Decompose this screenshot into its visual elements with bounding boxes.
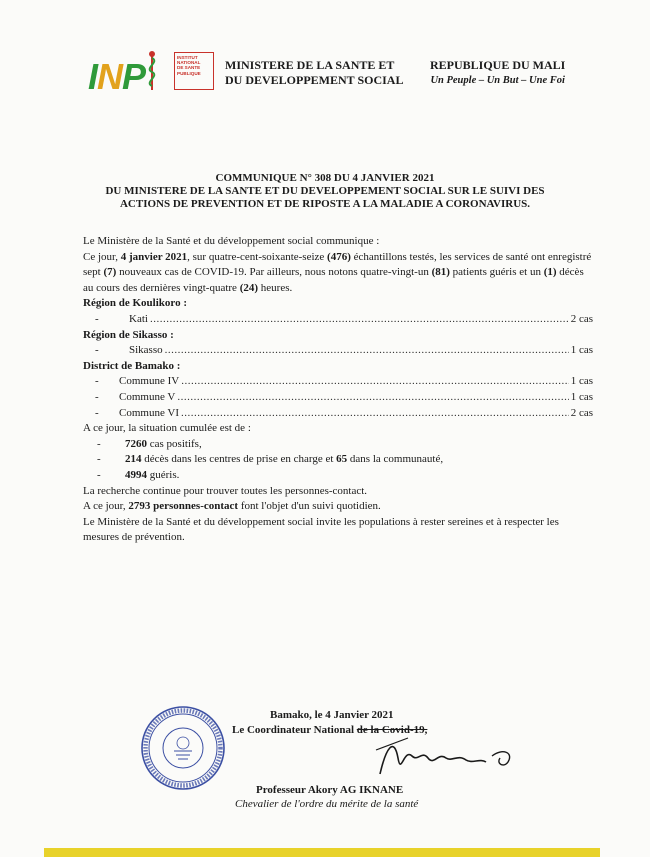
place-and-date: Bamako, le 4 Janvier 2021: [270, 709, 394, 721]
contact-paragraph: La recherche continue pour trouver toutes les personnes-contact.: [83, 484, 368, 497]
ministry-heading: [225, 58, 403, 88]
logo-institute-text: INSTITUT NATIONAL DE SANTE PUBLIQUE: [174, 52, 214, 90]
communique-title: [60, 172, 590, 211]
region-title: Région de Sikasso :: [83, 328, 174, 341]
contact-followup-paragraph: A ce jour, 2793 personnes-contact font l'objet d'un suivi quotidien.: [83, 500, 381, 513]
communique-body: [83, 234, 593, 546]
ministry-line-2: DU DEVELOPPEMENT SOCIAL: [225, 73, 404, 87]
caduceus-icon: [138, 50, 166, 92]
title-line-1: COMMUNIQUE N° 308 DU 4 JANVIER 2021: [215, 172, 435, 184]
signatory-name: Professeur Akory AG IKNANE: [256, 784, 404, 796]
cumulative-item: - 4994 guéris.: [97, 468, 180, 481]
logo-wordmark: INP: [88, 56, 146, 97]
case-row: - Sikasso ..... 1 cas: [83, 343, 593, 359]
title-line-2: DU MINISTERE DE LA SANTE ET DU DEVELOPPEMENT SOCIAL SUR LE SUIVI DES: [105, 185, 545, 197]
region-title: District de Bamako :: [83, 359, 181, 372]
case-row: - Commune V ..... 1 cas: [83, 390, 593, 406]
case-row: - Kati ..... 2 cas: [83, 312, 593, 328]
handwritten-signature: [368, 728, 528, 788]
insp-logo: [88, 50, 214, 100]
footer-band: [44, 848, 600, 857]
cumulative-item: - 7260 cas positifs,: [97, 437, 202, 450]
coordinator-title: Le Coordinateur National de la Covid-19,: [232, 724, 428, 736]
republic-motto: Un Peuple – Un But – Une Foi: [430, 75, 565, 86]
signatory-honor: Chevalier de l'ordre du mérite de la santé: [235, 798, 419, 810]
republic-heading: [430, 58, 565, 88]
official-stamp: [140, 705, 226, 791]
cumulative-intro: A ce jour, la situation cumulée est de :: [83, 422, 251, 435]
case-row: - Commune IV ..... 1 cas: [83, 374, 593, 390]
republic-name: REPUBLIQUE DU MALI: [430, 58, 566, 72]
title-line-3: ACTIONS DE PREVENTION ET DE RIPOSTE A LA MALADIE A CORONAVIRUS.: [119, 198, 531, 210]
ministry-line-1: MINISTERE DE LA SANTE ET: [225, 58, 395, 72]
daily-report-paragraph: Ce jour, 4 janvier 2021, sur quatre-cent-soixante-seize (476) échantillons testés, les services de santé ont enregistré sept (7) nouveaux cas de COVID-19. Par ailleurs, nous notons quatre-vingt-un (81) patients guéris et un (1) décès au cours des dernières vingt-quatre (24) heures.: [83, 250, 592, 294]
closing-paragraph: Le Ministère de la Santé et du développement social invite les populations à rester sereines et à respecter les mesures de prévention.: [83, 515, 559, 544]
cumulative-item: - 214 décès dans les centres de prise en charge et 65 dans la communauté,: [97, 453, 444, 466]
case-row: - Commune VI ..... 2 cas: [83, 406, 593, 422]
intro-paragraph: Le Ministère de la Santé et du développement social communique :: [83, 235, 380, 247]
region-title: Région de Koulikoro :: [83, 297, 188, 310]
